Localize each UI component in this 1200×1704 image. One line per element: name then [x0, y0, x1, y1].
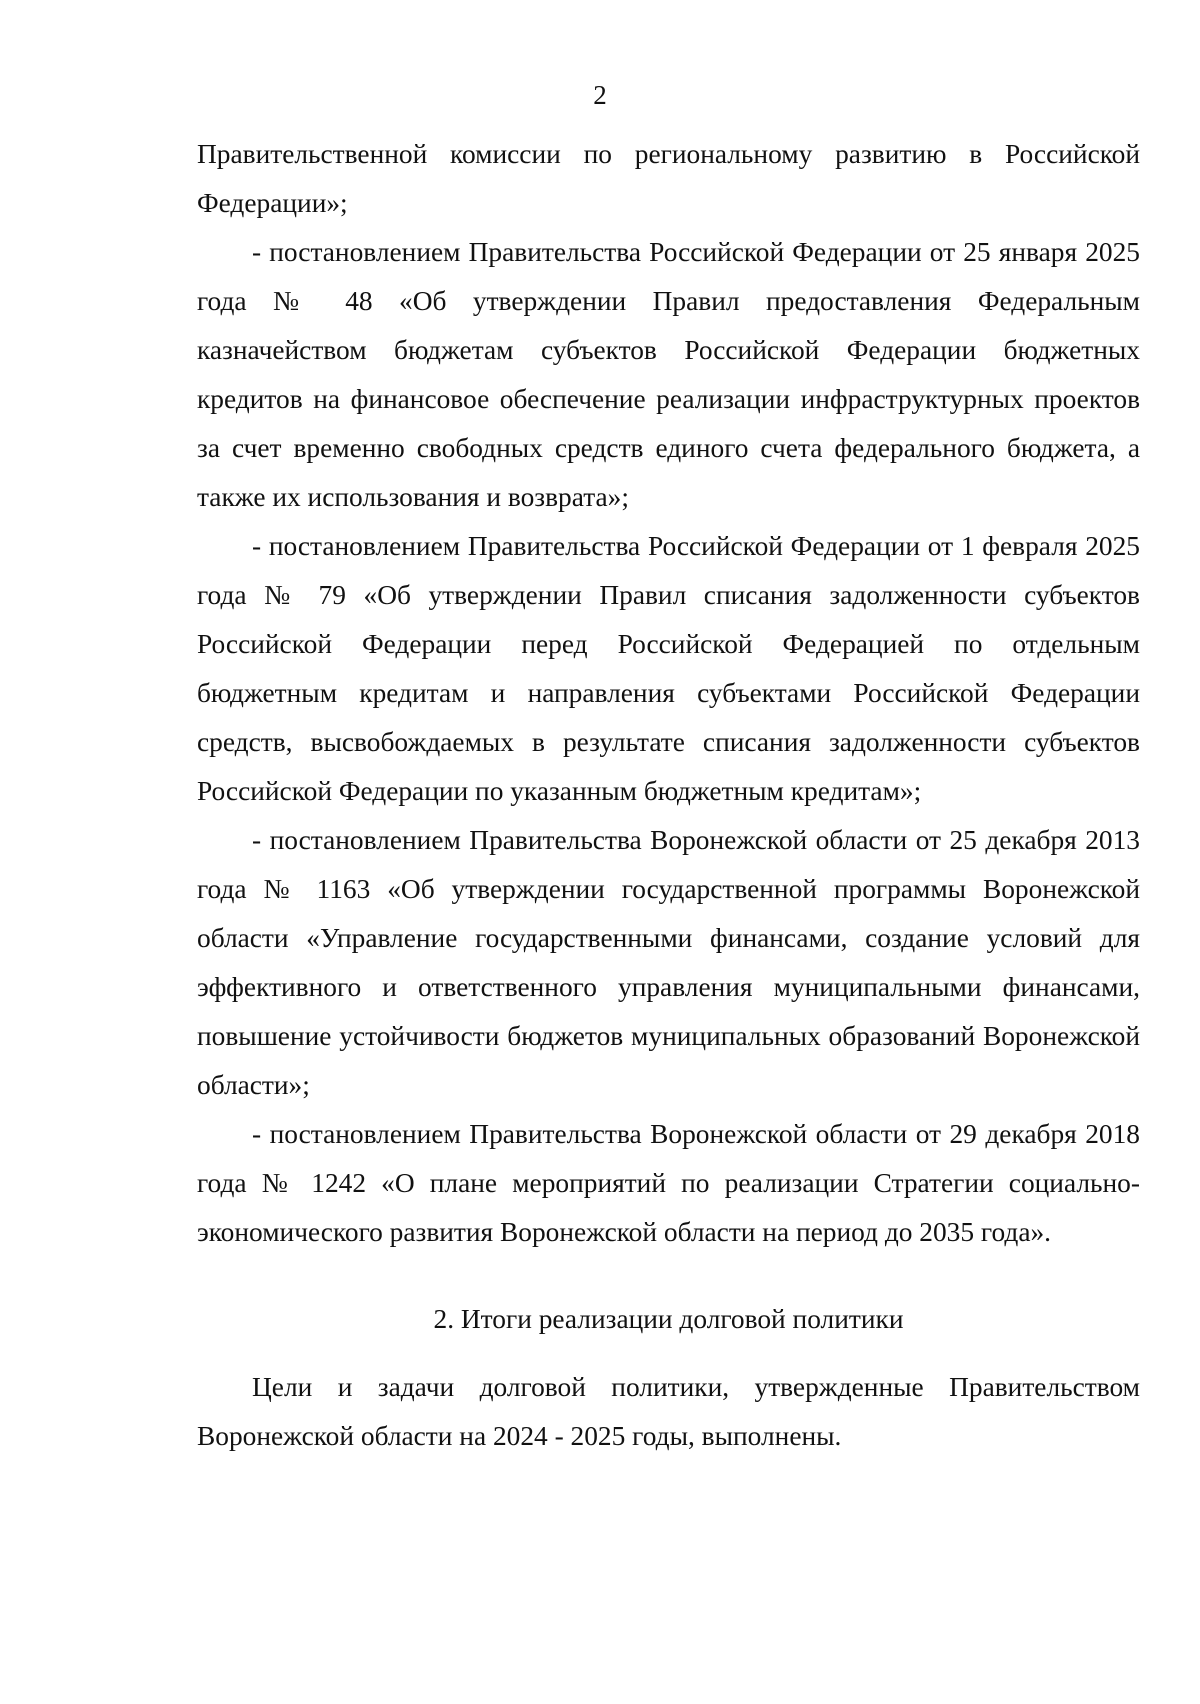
paragraph-decree-79: - постановлением Правительства Российской Федерации от 1 февраля 2025 года № 79 «Об утверждении Правил списания задолженности субъектов Российской Федерации перед Российской Федерацией по отдельным бюджетным кредитам и направления субъектами Российской Федерации средств, высвобождаемых в результате списания задолженности субъектов Российской Федерации по указанным бюджетным кредитам»;: [197, 531, 1140, 806]
paragraph-decree-1163: - постановлением Правительства Воронежской области от 25 декабря 2013 года № 1163 «Об утверждении государственной программы Воронежской области «Управление государственными финансами, создание условий для эффективного и ответственного управления муниципальными финансами, повышение устойчивости бюджетов муниципальных образований Воронежской области»;: [197, 825, 1140, 1100]
paragraph-decree-1242: - постановлением Правительства Воронежской области от 29 декабря 2018 года № 1242 «О плане мероприятий по реализации Стратегии социально-экономического развития Воронежской области на период до 2035 года».: [197, 1119, 1140, 1247]
document-body: [197, 130, 1140, 1461]
section-paragraph: Цели и задачи долговой политики, утвержденные Правительством Воронежской области на 2024 - 2025 годы, выполнены.: [197, 1372, 1140, 1451]
section-heading: 2. Итоги реализации долговой политики: [433, 1304, 904, 1334]
page-number: 2: [593, 80, 607, 110]
paragraph-continuation: Правительственной комиссии по региональному развитию в Российской Федерации»;: [197, 139, 1140, 218]
paragraph-decree-48: - постановлением Правительства Российской Федерации от 25 января 2025 года № 48 «Об утверждении Правил предоставления Федеральным казначейством бюджетам субъектов Российской Федерации бюджетных кредитов на финансовое обеспечение реализации инфраструктурных проектов за счет временно свободных средств единого счета федерального бюджета, а также их использования и возврата»;: [197, 237, 1140, 512]
